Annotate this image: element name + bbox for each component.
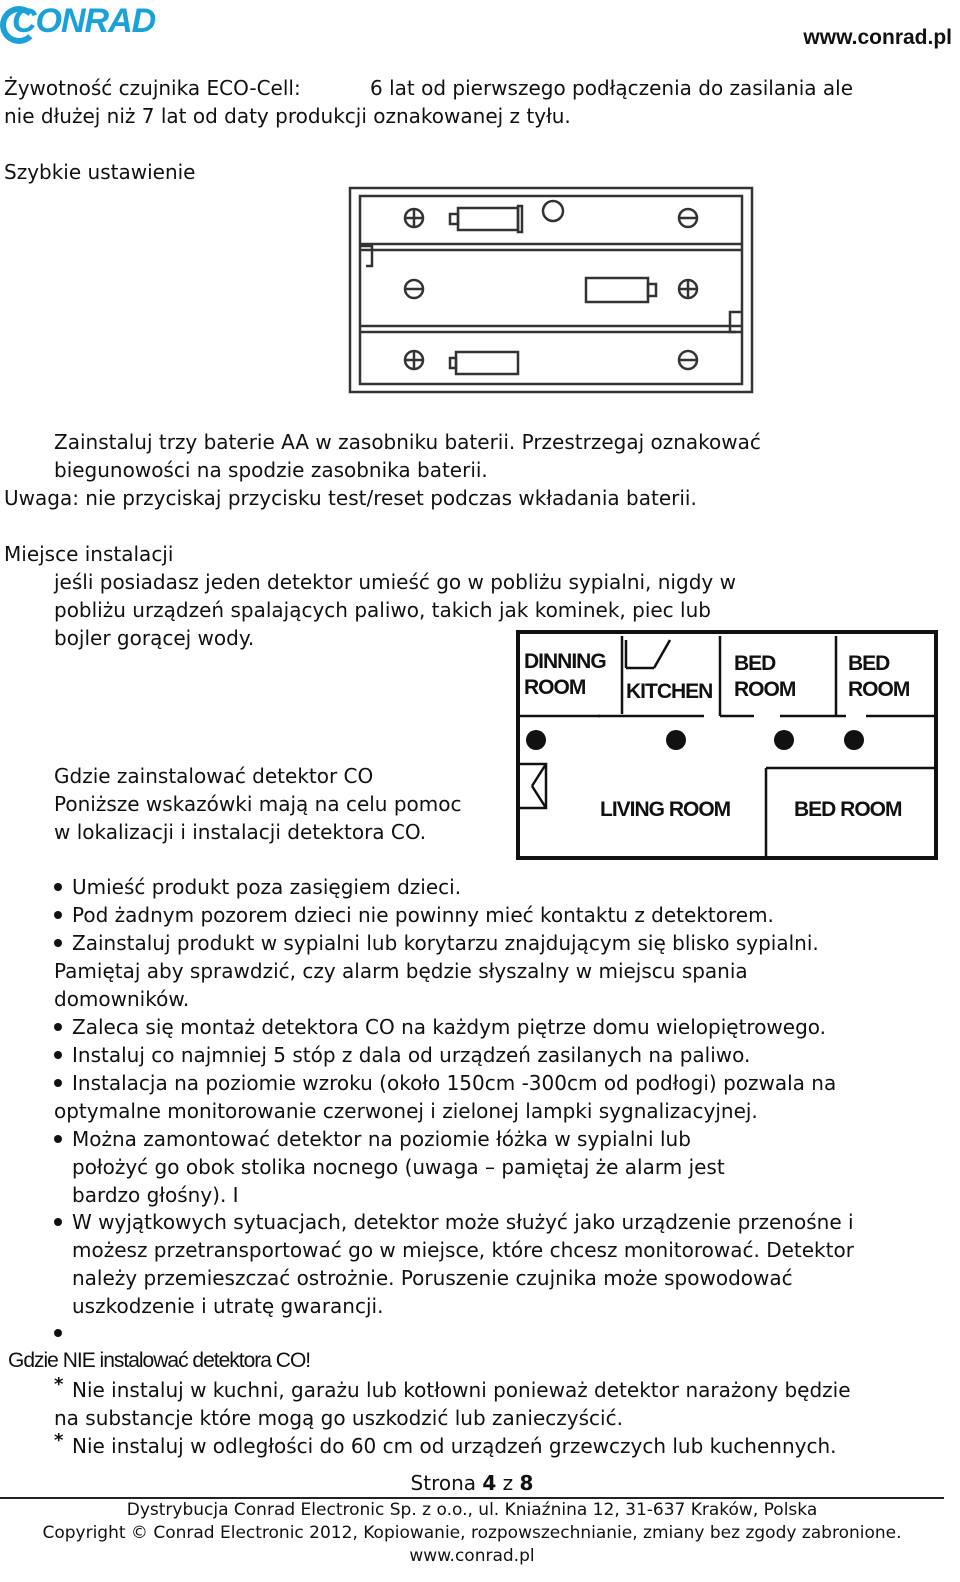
not-install-1-line-2: na substancje które mogą go uszkodzić lub zanieczyścić. bbox=[54, 1406, 623, 1430]
quick-setup-line-2: biegunowości na spodzie zasobnika baterii. bbox=[54, 458, 488, 482]
bullet-6: Instalacja na poziomie wzroku (około 150cm -300cm od podłogi) pozwala na bbox=[72, 1071, 837, 1095]
bullet-3-cont-2: domowników. bbox=[54, 987, 190, 1011]
room-bed1-1: BED bbox=[734, 652, 776, 675]
where-install-title: Gdzie zainstalować detektor CO bbox=[54, 764, 374, 788]
bullet-7-line-3: bardzo głośny). I bbox=[72, 1183, 239, 1207]
where-install-line-1: Poniższe wskazówki mają na celu pomoc bbox=[54, 792, 462, 816]
logo-text: CONRAD bbox=[12, 2, 156, 40]
bullet-3-cont-1: Pamiętaj aby sprawdzić, czy alarm będzie słyszalny w miejscu spania bbox=[54, 959, 748, 983]
bullet-3: Zainstaluj produkt w sypialni lub korytarzu znajdującym się blisko sypialni. bbox=[72, 931, 819, 955]
room-bed1-2: ROOM bbox=[734, 678, 796, 701]
not-install-title: Gdzie NIE instalować detektora CO! bbox=[8, 1349, 311, 1372]
footer-url[interactable]: www.conrad.pl bbox=[409, 1546, 535, 1566]
bullet-8-line-1: W wyjątkowych sytuacjach, detektor może służyć jako urządzenie przenośne i bbox=[72, 1210, 854, 1234]
room-dining-1: DINNING bbox=[524, 650, 606, 673]
page-separator: z bbox=[502, 1471, 514, 1495]
quick-setup-note: Uwaga: nie przyciskaj przycisku test/reset podczas wkładania baterii. bbox=[4, 486, 697, 510]
bullet-1: Umieść produkt poza zasięgiem dzieci. bbox=[72, 875, 462, 899]
room-bed3: BED ROOM bbox=[794, 798, 902, 821]
bullet-2: Pod żadnym pozorem dzieci nie powinny mieć kontaktu z detektorem. bbox=[72, 903, 774, 927]
where-install-line-2: w lokalizacji i instalacji detektora CO. bbox=[54, 820, 427, 844]
bullet-6-cont: optymalne monitorowanie czerwonej i zielonej lampki sygnalizacyjnej. bbox=[54, 1099, 758, 1123]
bullet-dot bbox=[54, 911, 62, 919]
lifetime-label: Żywotność czujnika ECO-Cell: bbox=[4, 76, 301, 100]
footer-copyright: Copyright © Conrad Electronic 2012, Kopiowanie, rozpowszechnianie, zmiany bez zgody zabronione. bbox=[42, 1523, 902, 1543]
asterisk-icon: * bbox=[54, 1374, 64, 1395]
lifetime-value-cont: nie dłużej niż 7 lat od daty produkcji oznakowanej z tyłu. bbox=[4, 104, 571, 128]
bullet-8-line-3: należy przemieszczać ostrożnie. Poruszenie czujnika może spowodować bbox=[72, 1266, 793, 1290]
bullet-4: Zaleca się montaż detektora CO na każdym piętrze domu wielopiętrowego. bbox=[72, 1015, 827, 1039]
header-site-url: www.conrad.pl bbox=[803, 26, 952, 49]
room-dining-2: ROOM bbox=[524, 676, 586, 699]
footer-distribution: Dystrybucja Conrad Electronic Sp. z o.o., ul. Kniaźnina 12, 31-637 Kraków, Polska bbox=[126, 1500, 818, 1520]
bullet-dot-empty bbox=[54, 1329, 62, 1337]
bullet-8-line-4: uszkodzenie i utratę gwarancji. bbox=[72, 1294, 384, 1318]
room-bed2-1: BED bbox=[848, 652, 890, 675]
bullet-7-line-1: Można zamontować detektor na poziomie łóżka w sypialni lub bbox=[72, 1127, 691, 1151]
battery-compartment-diagram bbox=[346, 184, 756, 396]
not-install-2: Nie instaluj w odległości do 60 cm od urządzeń grzewczych lub kuchennych. bbox=[72, 1434, 837, 1458]
floor-plan-diagram bbox=[514, 628, 940, 862]
footer-divider bbox=[0, 1497, 944, 1499]
room-bed2-2: ROOM bbox=[848, 678, 910, 701]
room-kitchen: KITCHEN bbox=[626, 680, 713, 703]
bullet-5: Instaluj co najmniej 5 stóp z dala od urządzeń zasilanych na paliwo. bbox=[72, 1043, 751, 1067]
bullet-dot bbox=[54, 883, 62, 891]
bullet-dot bbox=[54, 1218, 62, 1226]
install-place-title: Miejsce instalacji bbox=[4, 542, 174, 566]
install-place-line-3: bojler gorącej wody. bbox=[54, 626, 255, 650]
lifetime-value: 6 lat od pierwszego podłączenia do zasilania ale bbox=[370, 76, 854, 100]
bullet-dot bbox=[54, 1051, 62, 1059]
bullet-dot bbox=[54, 939, 62, 947]
room-living: LIVING ROOM bbox=[600, 798, 731, 821]
install-place-line-1: jeśli posiadasz jeden detektor umieść go w pobliżu sypialni, nigdy w bbox=[54, 570, 736, 594]
bullet-7-line-2: położyć go obok stolika nocnego (uwaga – pamiętaj że alarm jest bbox=[72, 1155, 725, 1179]
bullet-dot bbox=[54, 1135, 62, 1143]
asterisk-icon: * bbox=[54, 1430, 64, 1451]
not-install-1-line-1: Nie instaluj w kuchni, garażu lub kotłowni ponieważ detektor narażony będzie bbox=[72, 1378, 851, 1402]
page-prefix: Strona bbox=[410, 1471, 477, 1495]
quick-setup-line-1: Zainstaluj trzy baterie AA w zasobniku baterii. Przestrzegaj oznakować bbox=[54, 430, 761, 454]
page-current: 4 bbox=[482, 1471, 497, 1495]
page-total: 8 bbox=[519, 1471, 534, 1495]
install-place-line-2: pobliżu urządzeń spalających paliwo, takich jak kominek, piec lub bbox=[54, 598, 711, 622]
bullet-dot bbox=[54, 1023, 62, 1031]
page-number bbox=[0, 1471, 944, 1495]
bullet-8-line-2: możesz przetransportować go w miejsce, które chcesz monitorować. Detektor bbox=[72, 1238, 854, 1262]
quick-setup-title: Szybkie ustawienie bbox=[4, 160, 196, 184]
conrad-logo bbox=[2, 2, 156, 40]
bullet-dot bbox=[54, 1079, 62, 1087]
